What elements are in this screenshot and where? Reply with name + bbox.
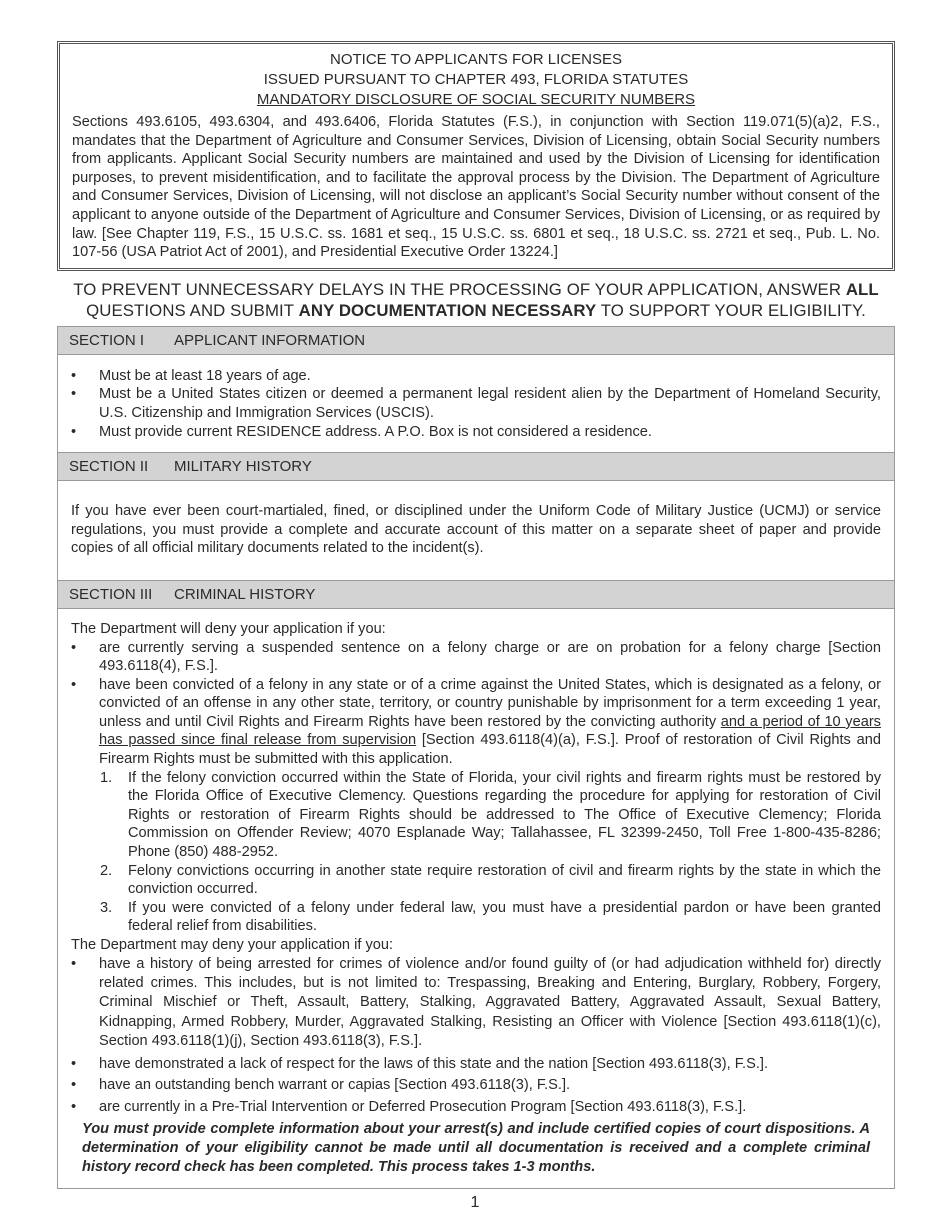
notice-title-line2: ISSUED PURSUANT TO CHAPTER 493, FLORIDA STATUTES — [263, 71, 689, 88]
banner-bold1: ALL — [845, 279, 879, 299]
section2-body: If you have ever been court-martialed, fined, or disciplined under the Uniform Code of Military Justice (UCMJ) or service regulations, you must provide a complete and accurate account of this matter on a separate sheet of paper and provide copies of all official military documents related to the incident(s). — [71, 503, 881, 557]
numbered-item — [71, 769, 881, 862]
ssn-notice-box — [57, 41, 895, 271]
notice-body: Sections 493.6105, 493.6304, and 493.6406, Florida Statutes (F.S.), in conjunction with Section 119.071(5)(a)2, F.S., mandates that the Department of Agriculture and Consumer Services, Division of Licensing, obtain Social Security numbers from applicants. Applicant Social Security numbers are maintained and used by the Division of Licensing for identification purposes, to prevent misidentification, and to facilitate the approval process by the Division. The Department of Agriculture and Consumer Services, Division of Licensing, will not disclose an applicant’s Social Security number without consent of the applicant to anyone outside of the Department of Agriculture and Consumer Services, Division of Licensing, or as required by law. [See Chapter 119, F.S., 15 U.S.C. ss. 1681 et seq., 15 U.S.C. ss. 6801 et seq., 18 U.S.C. ss. 2721 et seq., Pub. L. No. 107-56 (USA Patriot Act of 2001), and Presidential Executive Order 13224.] — [72, 114, 880, 261]
banner-part3: TO SUPPORT YOUR ELIGIBILITY. — [596, 300, 866, 320]
numbered-item-number: 2. — [100, 862, 113, 879]
banner-bold2: ANY DOCUMENTATION NECESSARY — [298, 300, 597, 320]
numbered-item-number: 1. — [100, 769, 113, 786]
may-deny-bullet: • have demonstrated a lack of respect for the laws of this state and the nation [Section 493.6118(3), F.S.]. — [71, 1055, 881, 1074]
section3-header — [58, 580, 894, 609]
numbered-item-number: 3. — [100, 899, 113, 916]
section3-title: CRIMINAL HISTORY — [174, 585, 316, 603]
numbered-item — [71, 899, 881, 936]
may-deny-bullet: • have a history of being arrested for crimes of violence and/or found guilty of (or had adjudication withheld for) directly related crimes. This includes, but is not limited to: Trespassing, Breaking and Entering, Burglary, Robbery, Forgery, Criminal Mischief or Theft, Assault, Battery, Stalking, Aggravated Battery, Aggravated Assault, Sexual Battery, Kidnapping, Armed Robbery, Murder, Aggravated Stalking, Resisting an Officer with Violence [Section 493.6118(1)(c), Section 493.6118(1)(j), Section 493.6118(3), F.S.]. — [71, 955, 881, 1052]
section-criminal-history — [57, 580, 895, 1189]
numbered-item-text: If the felony conviction occurred within the State of Florida, your civil rights and firearm rights must be restored by the Florida Office of Executive Clemency. Questions regarding the procedure for applying for restoration of Civil Rights or restoration of Firearm Rights should be addressed to The Office of Executive Clemency; Florida Commission on Offender Review; 4070 Esplanade Way; Tallahassee, FL 32399-2450, Toll Free 1-800-435-8286; Phone (850) 488-2952. — [128, 769, 881, 861]
numbered-item-text: If you were convicted of a felony under federal law, you must have a presidential pardon or have been granted federal relief from disabilities. — [128, 899, 881, 935]
section2-header — [58, 452, 894, 481]
section1-content — [58, 355, 894, 452]
may-deny-intro: The Department may deny your application if you: — [71, 937, 394, 953]
notice-title-line1: NOTICE TO APPLICANTS FOR LICENSES — [329, 51, 623, 68]
banner-part2: QUESTIONS AND SUBMIT — [86, 300, 299, 320]
deny-bullet-list — [71, 639, 881, 769]
section1-number: SECTION I — [69, 331, 145, 349]
section3-number: SECTION III — [69, 585, 153, 603]
numbered-item — [71, 862, 881, 899]
section3-content — [58, 609, 894, 1117]
section1-bullet: • Must provide current RESIDENCE address. A P.O. Box is not considered a residence. — [71, 423, 881, 442]
deny-bullet2-text-a: have been convicted of a felony in any state or of a crime against the United States, which is designated as a felony, or convicted of an offense in any other state, territory, or country punishable by imprisonment for a term exceeding 1 year, unless and until Civil Rights and Firearm Rights have been restored by the convicting authority — [99, 676, 881, 730]
section1-header — [58, 326, 894, 355]
banner-part1: TO PREVENT UNNECESSARY DELAYS IN THE PROCESSING OF YOUR APPLICATION, ANSWER — [73, 279, 846, 299]
page-number: 1 — [470, 1194, 480, 1211]
restoration-numbered-list — [71, 769, 881, 936]
section1-bullet: • Must be a United States citizen or deemed a permanent legal resident alien by the Department of Homeland Security, U.S. Citizenship and Immigration Services (USCIS). — [71, 385, 881, 422]
section2-title: MILITARY HISTORY — [174, 458, 312, 476]
deny-intro: The Department will deny your application if you: — [71, 620, 386, 637]
may-deny-bullet: • have an outstanding bench warrant or capias [Section 493.6118(3), F.S.]. — [71, 1076, 881, 1095]
numbered-item-text: Felony convictions occurring in another state require restoration of civil and firearm rights by the state in which the conviction occurred. — [128, 862, 881, 898]
section-applicant-information — [57, 326, 895, 452]
may-deny-bullet: • are currently in a Pre-Trial Intervention or Deferred Prosecution Program [Section 493.6118(3), F.S.]. — [71, 1098, 881, 1117]
deny-bullet: • are currently serving a suspended sentence on a felony charge or are on probation for a felony charge [Section 493.6118(4), F.S.]. — [71, 639, 881, 676]
notice-title-line3: MANDATORY DISCLOSURE OF SOCIAL SECURITY NUMBERS — [256, 91, 696, 108]
document-page — [57, 41, 895, 1189]
instruction-banner — [57, 279, 895, 321]
deny-bullet2-text-b: [Section 493.6118(4)(a), F.S.]. Proof of restoration of Civil Rights and Firearm Rights must be submitted with this application. — [99, 732, 881, 768]
section-military-history — [57, 452, 895, 580]
section1-bullet: • Must be at least 18 years of age. — [71, 367, 881, 386]
criminal-history-note: You must provide complete information about your arrest(s) and include certified copies of court dispositions. A determination of your eligibility cannot be made until all documentation is received and a complete criminal history record check has been completed. This process takes 1-3 months. — [82, 1121, 870, 1175]
notice-title — [72, 50, 880, 110]
deny-bullet2-underlined: and a period of 10 years has passed since final release from supervision — [99, 713, 881, 749]
section1-bullet-list — [71, 367, 881, 441]
section2-content — [58, 481, 894, 580]
section2-number: SECTION II — [69, 458, 149, 476]
deny-bullet — [71, 676, 881, 769]
section1-title: APPLICANT INFORMATION — [174, 331, 366, 349]
may-deny-bullet-list — [71, 955, 881, 1117]
